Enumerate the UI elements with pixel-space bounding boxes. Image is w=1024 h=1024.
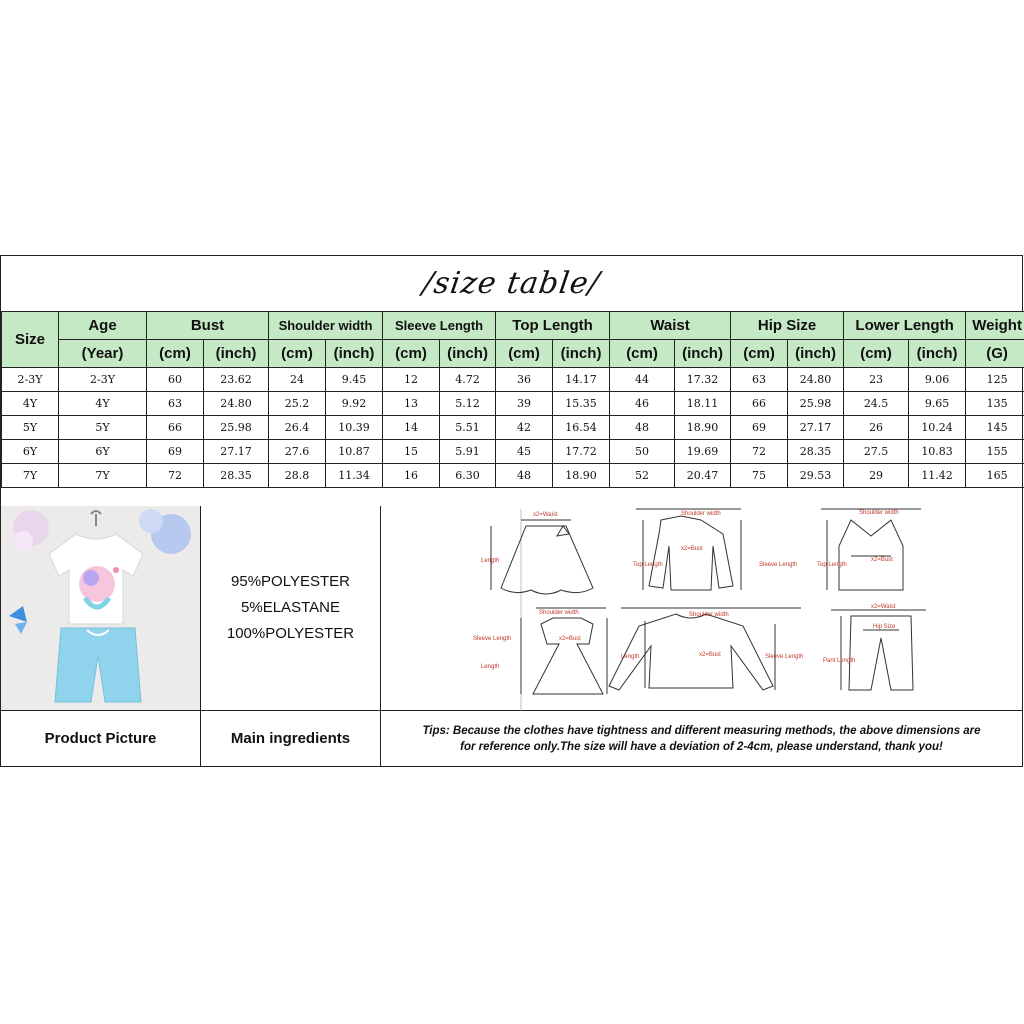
- bust-header: Bust: [147, 312, 269, 340]
- table-cell: 4Y: [59, 392, 147, 416]
- table-cell: 48: [496, 464, 553, 488]
- table-cell: 5.91: [440, 440, 496, 464]
- table-cell: 16: [383, 464, 440, 488]
- diagram-label-sleeve: Sleeve Length: [759, 562, 798, 568]
- diagram-label-bust-4: x2=Bust: [699, 652, 721, 658]
- lower-section: [1, 506, 1022, 766]
- weight-header: Weight: [966, 312, 1024, 340]
- table-row: [2, 368, 1024, 392]
- table-cell: 5.51: [440, 416, 496, 440]
- table-cell: 27.6: [269, 440, 326, 464]
- table-cell: 50: [610, 440, 675, 464]
- table-cell: 39: [496, 392, 553, 416]
- diagram-label-shoulder-2: Shoulder width: [859, 510, 899, 516]
- table-cell: 36: [496, 368, 553, 392]
- diagram-label-bust: x2=Bust: [681, 546, 703, 552]
- table-cell: 24.80: [204, 392, 269, 416]
- table-cell: 46: [610, 392, 675, 416]
- table-cell: 12: [383, 368, 440, 392]
- diagram-label-length-3: Length: [621, 654, 640, 660]
- measurement-diagrams: [381, 506, 1022, 711]
- table-cell: 7Y: [59, 464, 147, 488]
- ingredients: [201, 506, 381, 711]
- measurement-diagram: [381, 506, 1022, 711]
- diagram-label-length-2: Length: [481, 664, 500, 670]
- table-cell: 5Y: [2, 416, 59, 440]
- table-cell: 15.35: [553, 392, 610, 416]
- table-cell: 66: [731, 392, 788, 416]
- table-row: [2, 392, 1024, 416]
- tips-line-2: for reference only.The size will have a deviation of 2-4cm, please understand, thank you!: [460, 740, 943, 753]
- diagram-label-shoulder-3: Shoulder width: [539, 610, 579, 616]
- diagram-label-bust-2: x2=Bust: [871, 557, 893, 563]
- table-cell: 19.69: [675, 440, 731, 464]
- table-cell: 9.92: [326, 392, 383, 416]
- table-cell: 10.39: [326, 416, 383, 440]
- table-cell: 24.5: [844, 392, 909, 416]
- table-cell: 60: [147, 368, 204, 392]
- diagram-label-length: Length: [481, 558, 500, 564]
- table-cell: 25.98: [788, 392, 844, 416]
- top-length-header: Top Length: [496, 312, 610, 340]
- table-cell: 42: [496, 416, 553, 440]
- table-cell: 9.45: [326, 368, 383, 392]
- table-cell: 44: [610, 368, 675, 392]
- diagram-label-waist: x2=Waist: [533, 512, 558, 518]
- ingredient-1: 95%POLYESTER: [231, 573, 350, 590]
- table-cell: 69: [147, 440, 204, 464]
- diagram-label-waist-2: x2=Waist: [871, 604, 896, 610]
- tips-note: [381, 711, 1022, 766]
- table-cell: 45: [496, 440, 553, 464]
- unit-cm: (cm): [383, 340, 440, 368]
- main-ingredients-label: Main ingredients: [201, 711, 381, 766]
- lower-length-header: Lower Length: [844, 312, 966, 340]
- table-cell: 75: [731, 464, 788, 488]
- product-picture-label: Product Picture: [1, 711, 201, 766]
- table-cell: 9.06: [909, 368, 966, 392]
- table-cell: 17.32: [675, 368, 731, 392]
- size-header: Size: [2, 312, 59, 368]
- unit-cm: (cm): [610, 340, 675, 368]
- table-cell: 25.98: [204, 416, 269, 440]
- table-cell: 26: [844, 416, 909, 440]
- table-cell: 27.5: [844, 440, 909, 464]
- table-cell: 28.8: [269, 464, 326, 488]
- unit-inch: (inch): [553, 340, 610, 368]
- diagram-label-sleeve-3: Sleeve Length: [765, 654, 804, 660]
- size-table: [1, 311, 1024, 488]
- table-cell: 5.12: [440, 392, 496, 416]
- size-chart: [0, 255, 1023, 767]
- diagram-label-sleeve-2: Sleeve Length: [473, 636, 512, 642]
- diagram-label-shoulder: Shoulder width: [681, 511, 721, 517]
- diagram-label-top-length: Top Length: [633, 562, 663, 568]
- table-cell: 17.72: [553, 440, 610, 464]
- ingredient-3: 100%POLYESTER: [226, 625, 355, 642]
- table-cell: 52: [610, 464, 675, 488]
- waist-header: Waist: [610, 312, 731, 340]
- unit-inch: (inch): [675, 340, 731, 368]
- diagram-label-top-length-2: Top Length: [817, 562, 847, 568]
- table-cell: 6Y: [59, 440, 147, 464]
- header-row-units: [2, 340, 1024, 368]
- unit-cm: (cm): [269, 340, 326, 368]
- table-cell: 7Y: [2, 464, 59, 488]
- table-cell: 15: [383, 440, 440, 464]
- table-row: [2, 416, 1024, 440]
- table-cell: 72: [731, 440, 788, 464]
- table-cell: 165: [966, 464, 1024, 488]
- table-cell: 48: [610, 416, 675, 440]
- table-cell: 9.65: [909, 392, 966, 416]
- table-cell: 72: [147, 464, 204, 488]
- diagram-label-hip: Hip Size: [873, 624, 896, 630]
- diagram-label-bust-3: x2=Bust: [559, 636, 581, 642]
- table-cell: 23.62: [204, 368, 269, 392]
- table-cell: 125: [966, 368, 1024, 392]
- unit-inch: (inch): [909, 340, 966, 368]
- table-cell: 6Y: [2, 440, 59, 464]
- table-cell: 16.54: [553, 416, 610, 440]
- table-cell: 18.90: [553, 464, 610, 488]
- table-cell: 6.30: [440, 464, 496, 488]
- tips-line-1: Tips: Because the clothes have tightness and different measuring methods, the above dimensions are: [422, 724, 981, 737]
- table-cell: 24: [269, 368, 326, 392]
- table-cell: 2-3Y: [59, 368, 147, 392]
- table-cell: 13: [383, 392, 440, 416]
- age-header: Age: [59, 312, 147, 340]
- table-cell: 2-3Y: [2, 368, 59, 392]
- table-cell: 18.90: [675, 416, 731, 440]
- table-cell: 24.80: [788, 368, 844, 392]
- table-cell: 29: [844, 464, 909, 488]
- size-rows: [2, 368, 1024, 488]
- unit-cm: (cm): [844, 340, 909, 368]
- unit-gram: (G): [966, 340, 1024, 368]
- size-table-title: /size table/: [420, 266, 603, 301]
- table-cell: 10.87: [326, 440, 383, 464]
- diagram-label-shoulder-4: Shoulder width: [689, 612, 729, 618]
- shoulder-header: Shoulder width: [269, 312, 383, 340]
- unit-cm: (cm): [496, 340, 553, 368]
- table-cell: 14: [383, 416, 440, 440]
- table-cell: 10.24: [909, 416, 966, 440]
- table-cell: 4Y: [2, 392, 59, 416]
- hip-header: Hip Size: [731, 312, 844, 340]
- ingredient-2: 5%ELASTANE: [241, 599, 340, 616]
- table-cell: 155: [966, 440, 1024, 464]
- unit-inch: (inch): [440, 340, 496, 368]
- unit-inch: (inch): [788, 340, 844, 368]
- unit-cm: (cm): [147, 340, 204, 368]
- header-row-top: [2, 312, 1024, 340]
- table-cell: 26.4: [269, 416, 326, 440]
- table-cell: 18.11: [675, 392, 731, 416]
- table-cell: 29.53: [788, 464, 844, 488]
- table-cell: 28.35: [204, 464, 269, 488]
- table-row: [2, 440, 1024, 464]
- table-row: [2, 464, 1024, 488]
- table-cell: 28.35: [788, 440, 844, 464]
- unit-inch: (inch): [326, 340, 383, 368]
- table-cell: 10.83: [909, 440, 966, 464]
- unit-inch: (inch): [204, 340, 269, 368]
- table-cell: 23: [844, 368, 909, 392]
- sleeve-header: Sleeve Length: [383, 312, 496, 340]
- title-row: [1, 256, 1022, 312]
- table-cell: 25.2: [269, 392, 326, 416]
- table-cell: 27.17: [204, 440, 269, 464]
- table-cell: 69: [731, 416, 788, 440]
- table-cell: 66: [147, 416, 204, 440]
- table-cell: 14.17: [553, 368, 610, 392]
- table-cell: 11.42: [909, 464, 966, 488]
- table-cell: 63: [731, 368, 788, 392]
- product-picture: [1, 506, 201, 711]
- table-cell: 20.47: [675, 464, 731, 488]
- unit-cm: (cm): [731, 340, 788, 368]
- table-cell: 27.17: [788, 416, 844, 440]
- table-cell: 5Y: [59, 416, 147, 440]
- table-cell: 63: [147, 392, 204, 416]
- product-image: [1, 506, 200, 710]
- table-cell: 145: [966, 416, 1024, 440]
- table-cell: 11.34: [326, 464, 383, 488]
- diagram-label-pant: Pant Length: [823, 658, 856, 664]
- table-cell: 135: [966, 392, 1024, 416]
- table-cell: 4.72: [440, 368, 496, 392]
- unit-year: (Year): [59, 340, 147, 368]
